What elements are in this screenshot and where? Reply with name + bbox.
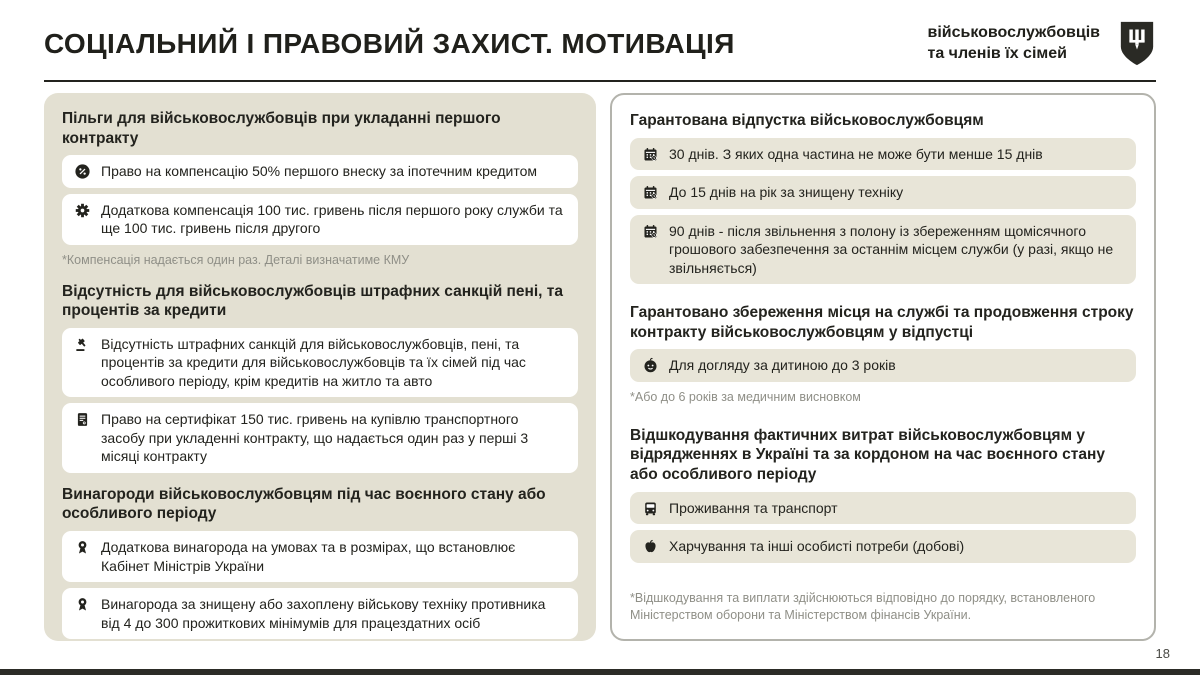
panel-bottom-footnote: *Відшкодування та виплати здійснюються відповідно до порядку, встановленого Міністерством оборони та Міністерством фінансів України.: [630, 591, 1096, 623]
calendar-clock-icon: [642, 146, 659, 163]
benefit-text: Проживання та транспорт: [669, 499, 838, 516]
audience-line2: та членів їх сімей: [927, 45, 1067, 62]
benefit-text: До 15 днів на рік за знищену техніку: [669, 184, 904, 201]
benefit-card: [630, 349, 1136, 381]
medal-icon: [74, 539, 91, 556]
benefit-text: Винагорода за знищену або захоплену військову техніку противника від 4 до 300 прожиткових мінімумів для працездатних осіб: [101, 596, 546, 631]
benefit-card: [62, 155, 578, 187]
section-heading-no-penalties: Відсутність для військовослужбовців штрафних санкцій пені, та процентів за кредити: [62, 282, 564, 320]
benefit-card: [630, 176, 1136, 208]
benefit-card: [630, 492, 1136, 524]
benefit-card: [62, 328, 578, 397]
audience-label: [927, 23, 1100, 65]
certificate-icon: [74, 411, 91, 428]
benefit-text: Харчування та інші особисті потреби (добові): [669, 538, 965, 555]
gavel-icon: [74, 336, 91, 353]
bus-icon: [642, 500, 659, 517]
header-right: [927, 20, 1156, 68]
benefit-text: Право на компенсацію 50% першого внеску за іпотечним кредитом: [101, 163, 538, 180]
header: [0, 0, 1200, 80]
benefit-card: [62, 531, 578, 582]
benefit-text: Додаткова винагорода на умовах та в розмірах, що встановлює Кабінет Міністрів України: [101, 539, 516, 574]
calendar-clock-icon: [642, 184, 659, 201]
section-heading-leave: Гарантована відпустка військовослужбовцям: [630, 112, 984, 129]
benefit-card: [62, 194, 578, 245]
left-panel: [44, 93, 596, 641]
benefit-text: Додаткова компенсація 100 тис. гривень після першого року служби та ще 100 тис. гривень після другого: [101, 201, 563, 237]
section-heading-first-contract: Пільги для військовослужбовців при укладанні першого контракту: [62, 110, 501, 147]
section-heading-rewards: Винагороди військовослужбовцям під час воєнного стану або особливого періоду: [62, 485, 546, 523]
page-title: СОЦІАЛЬНИЙ І ПРАВОВИЙ ЗАХИСТ. МОТИВАЦІЯ: [44, 28, 735, 59]
benefit-card: [630, 215, 1136, 284]
benefit-card: [630, 138, 1136, 170]
benefit-card: [62, 403, 578, 472]
benefit-card: [630, 530, 1136, 562]
benefit-text: Для догляду за дитиною до 3 років: [669, 357, 896, 374]
calendar-clock-icon: [642, 223, 659, 240]
benefit-text: 30 днів. З яких одна частина не може бути менше 15 днів: [669, 145, 1043, 162]
page-number: 18: [1155, 646, 1170, 661]
section-heading-job-guarantee: Гарантовано збереження місця на службі та продовження строку контракту військовослужбовцям у відпустці: [630, 304, 1134, 341]
section-footnote: *Компенсація надається один раз. Деталі визначатиме КМУ: [62, 252, 410, 267]
section-heading-expenses: Відшкодування фактичних витрат військовослужбовцям у відрядженнях в Україні та за кордоном на час воєнного стану або особливого періоду: [630, 426, 1105, 484]
benefit-text: Право на сертифікат 150 тис. гривень на купівлю транспортного засобу при укладенні контракту, що надається один раз у перші 3 місяці контракту: [101, 411, 529, 465]
percent-circle-icon: [74, 163, 91, 180]
baby-icon: [642, 357, 659, 374]
section-footnote: *Або до 6 років за медичним висновком: [630, 389, 861, 404]
benefit-text: 90 днів - після звільнення з полону із збереженням щомісячного грошового забезпечення за останнім місцем служби (у разі, якщо не звільняється): [669, 222, 1114, 276]
benefit-card: [62, 588, 578, 639]
right-panel: [610, 93, 1156, 641]
food-icon: [642, 538, 659, 555]
benefit-text: Відсутність штрафних санкцій для військовослужбовців, пені, та процентів за кредити для військовослужбовців та їх сімей під час особливого періоду, крім кредитів на житло та авто: [101, 335, 526, 389]
gear-icon: [74, 202, 91, 219]
medal-icon: [74, 596, 91, 613]
bottom-bar: [0, 669, 1200, 675]
audience-line1: військовослужбовців: [927, 24, 1100, 42]
mod-trident-shield-icon: [1118, 20, 1156, 68]
header-divider: [44, 80, 1156, 82]
content-columns: [44, 93, 1156, 641]
